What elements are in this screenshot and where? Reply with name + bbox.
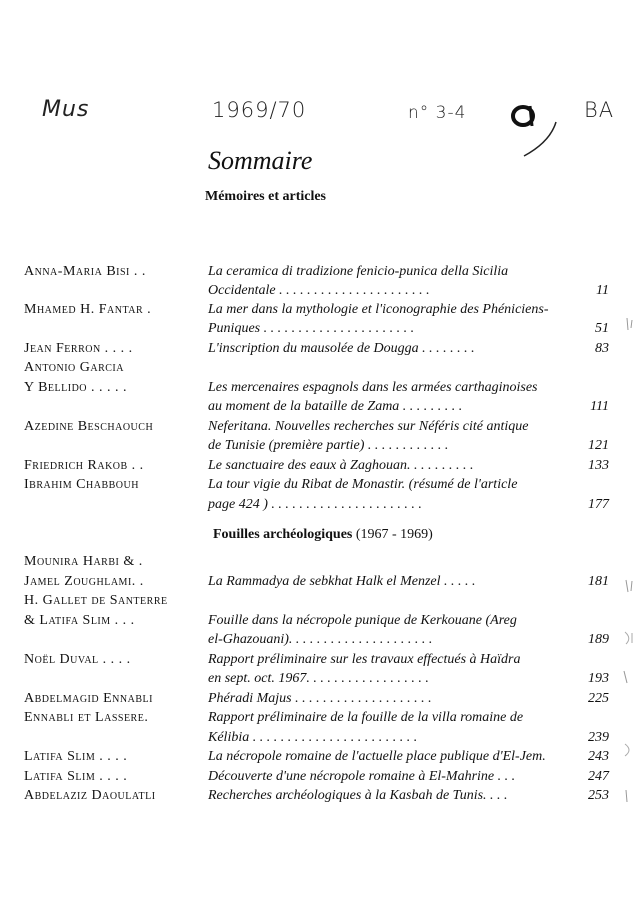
toc-author: Jamel Zoughlami. .: [24, 574, 144, 589]
toc-page: 83: [595, 341, 609, 356]
toc-line: [24, 475, 609, 495]
toc-title: Puniques . . . . . . . . . . . . . . . . . . . . . .: [208, 321, 415, 336]
toc-page: 11: [596, 283, 609, 298]
toc-page: 239: [588, 730, 609, 745]
toc-page: 253: [588, 788, 609, 803]
section-years: (1967 - 1969): [355, 527, 433, 542]
toc-line: [24, 708, 609, 728]
toc-title: La mer dans la mythologie et l'iconographie des Phéniciens-: [208, 302, 549, 317]
toc-title: Le sanctuaire des eaux à Zaghouan. . . . . . . . . .: [208, 458, 474, 473]
toc-author: Abdelaziz Daoulatli: [24, 788, 156, 803]
pencil-mark-icon: [622, 742, 636, 758]
toc-line: [24, 786, 609, 806]
toc-title: Neferitana. Nouvelles recherches sur Néféris cité antique: [208, 419, 529, 434]
toc-page: 247: [588, 769, 609, 784]
toc-line: [24, 281, 609, 301]
toc-title: La nécropole romaine de l'actuelle place publique d'El-Jem.: [208, 749, 546, 764]
toc-page: 225: [588, 691, 609, 706]
toc-line: [24, 689, 609, 709]
toc-author: Latifa Slim . . . .: [24, 769, 128, 784]
page-title: Sommaire: [208, 146, 313, 175]
toc-author: Latifa Slim . . . .: [24, 749, 128, 764]
toc-title: Les mercenaires espagnols dans les armées carthaginoises: [208, 380, 538, 395]
toc-page: 243: [588, 749, 609, 764]
toc-author: Jean Ferron . . . .: [24, 341, 133, 356]
toc-line: [24, 417, 609, 437]
toc-line: [24, 300, 609, 320]
toc-author: Friedrich Rakob . .: [24, 458, 144, 473]
toc-page: 193: [588, 671, 609, 686]
toc-title: de Tunisie (première partie) . . . . . . . . . . . .: [208, 438, 449, 453]
pencil-mark-icon: [622, 630, 636, 646]
toc-author: Azedine Beschaouch: [24, 419, 154, 434]
toc-line: [24, 611, 609, 631]
toc-line: [24, 552, 609, 572]
pencil-mark-icon: [620, 788, 634, 804]
toc-title: en sept. oct. 1967. . . . . . . . . . . . . . . . . .: [208, 671, 429, 686]
handwritten-note-year: 1969/70: [212, 98, 307, 122]
toc-line: [24, 319, 609, 339]
section-heading-fouilles: [213, 527, 433, 543]
toc-author: Abdelmagid Ennabli: [24, 691, 153, 706]
toc-line: [24, 669, 609, 689]
toc-line: [24, 339, 609, 359]
handwritten-note-issue: n° 3-4: [408, 103, 467, 123]
section-title: Fouilles archéologiques: [213, 527, 353, 542]
toc-page: 121: [588, 438, 609, 453]
toc-page: 189: [588, 632, 609, 647]
toc-line: [24, 495, 609, 515]
toc-title: La Rammadya de sebkhat Halk el Menzel . . . . .: [208, 574, 476, 589]
toc-line: [24, 456, 609, 476]
handwritten-note-mus: Mus: [42, 97, 90, 122]
toc-page: 133: [588, 458, 609, 473]
toc-author: Mhamed H. Fantar .: [24, 302, 152, 317]
toc-line: [24, 728, 609, 748]
toc-line: [24, 436, 609, 456]
toc-line: [24, 262, 609, 282]
section-title: Mémoires et articles: [205, 189, 327, 204]
toc-title: Rapport préliminaire de la fouille de la villa romaine de: [208, 710, 524, 725]
toc-line: [24, 378, 609, 398]
toc-author: Anna-Maria Bisi . .: [24, 264, 146, 279]
toc-title: L'inscription du mausolée de Dougga . . . . . . . .: [208, 341, 475, 356]
toc-title: au moment de la bataille de Zama . . . . . . . . .: [208, 399, 463, 414]
pencil-mark-icon: [623, 316, 637, 332]
toc-title: Recherches archéologiques à la Kasbah de Tunis. . . .: [208, 788, 508, 803]
toc-author: H. Gallet de Santerre: [24, 593, 168, 608]
pen-stroke-icon: [520, 120, 560, 160]
toc-author: Ennabli et Lassere.: [24, 710, 149, 725]
toc-line: [24, 630, 609, 650]
toc-author: Ibrahim Chabbouh: [24, 477, 139, 492]
toc-author: Y Bellido . . . . .: [24, 380, 128, 395]
toc-page: 111: [590, 399, 609, 414]
toc-author: Antonio Garcia: [24, 360, 124, 375]
toc-title: Fouille dans la nécropole punique de Kerkouane (Areg: [208, 613, 517, 628]
toc-line: [24, 767, 609, 787]
toc-line: [24, 747, 609, 767]
toc-title: Rapport préliminaire sur les travaux effectués à Haïdra: [208, 652, 521, 667]
toc-title: La ceramica di tradizione fenicio-punica della Sicilia: [208, 264, 509, 279]
toc-author: Mounira Harbi & .: [24, 554, 143, 569]
toc-page: 177: [588, 497, 609, 512]
toc-title: Kélibia . . . . . . . . . . . . . . . . . . . . . . . .: [208, 730, 418, 745]
pencil-mark-icon: [622, 578, 636, 594]
toc-title: page 424 ) . . . . . . . . . . . . . . . . . . . . . .: [208, 497, 422, 512]
toc-line: [24, 591, 609, 611]
toc-title: Phéradi Majus . . . . . . . . . . . . . . . . . . . .: [208, 691, 432, 706]
toc-line: [24, 650, 609, 670]
toc-title: La tour vigie du Ribat de Monastir. (résumé de l'article: [208, 477, 518, 492]
toc-line: [24, 572, 609, 592]
toc-page: 181: [588, 574, 609, 589]
section-heading-memoires: [205, 189, 326, 205]
toc-author: Noël Duval . . . .: [24, 652, 131, 667]
handwritten-note-ba: BA: [584, 98, 615, 122]
toc-line: [24, 358, 609, 378]
toc-title: el-Ghazouani). . . . . . . . . . . . . . . . . . . . .: [208, 632, 433, 647]
pencil-mark-icon: [620, 669, 634, 685]
toc-title: Occidentale . . . . . . . . . . . . . . . . . . . . . .: [208, 283, 430, 298]
toc-page: 51: [595, 321, 609, 336]
toc-author: & Latifa Slim . . .: [24, 613, 135, 628]
toc-title: Découverte d'une nécropole romaine à El-Mahrine . . .: [208, 769, 516, 784]
toc-line: [24, 397, 609, 417]
